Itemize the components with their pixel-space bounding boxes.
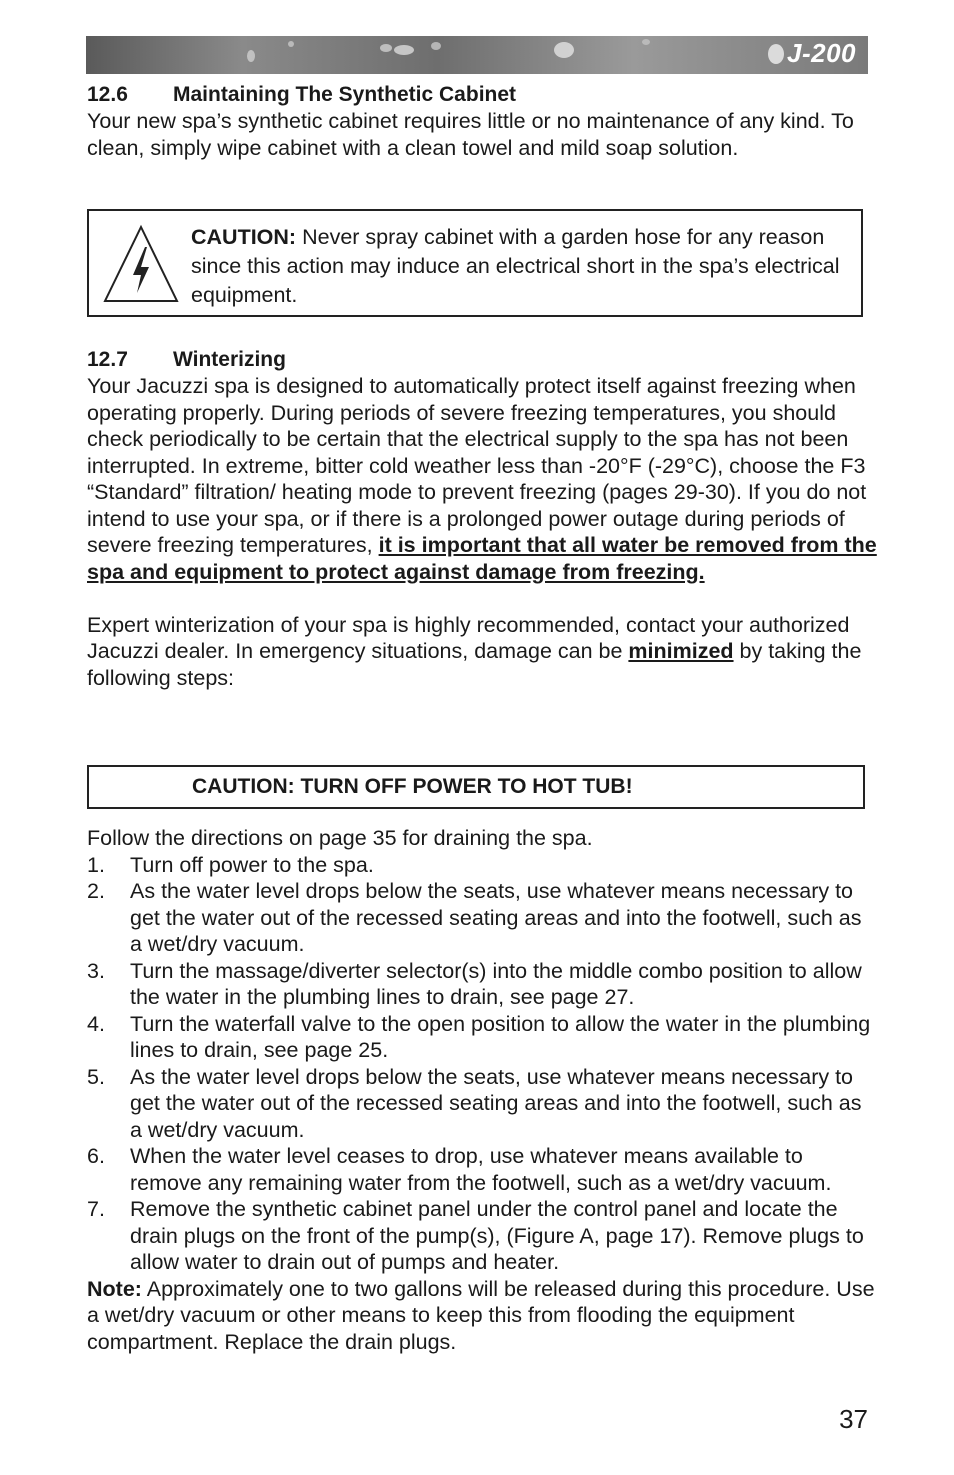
section-12-7 bbox=[87, 347, 877, 691]
header-banner bbox=[86, 36, 868, 74]
section-number: 12.6 bbox=[87, 83, 128, 106]
expert-text-end: by taking the following steps: bbox=[87, 639, 862, 690]
section-title: Maintaining The Synthetic Cabinet bbox=[173, 83, 517, 106]
expert-emphasis: minimized bbox=[628, 639, 734, 663]
steps-intro: Follow the directions on page 35 for draining the spa. bbox=[87, 826, 593, 850]
step-number: 2. bbox=[87, 879, 105, 903]
step-text: Turn the massage/diverter selector(s) into the middle combo position to allow the water in the plumbing lines to drain, see page 27. bbox=[130, 958, 862, 1009]
section-heading-12-6 bbox=[87, 82, 877, 108]
steps-list bbox=[87, 852, 877, 1276]
step-number: 5. bbox=[87, 1064, 105, 1089]
list-item bbox=[87, 878, 877, 958]
caution-message: Never spray cabinet with a garden hose for any reason since this action may induce an electrical short in the spa’s electrical equipment. bbox=[191, 225, 840, 307]
caution-text bbox=[191, 223, 851, 310]
step-text: Turn the waterfall valve to the open position to allow the water in the plumbing lines to drain, see page 25. bbox=[130, 1011, 871, 1062]
expert-text: Expert winterization of your spa is highly recommended, contact your authorized Jacuzzi dealer. In emergency situations, damage can be bbox=[87, 612, 850, 663]
winterizing-body bbox=[87, 373, 877, 585]
list-item bbox=[87, 852, 877, 879]
winterizing-text: Your Jacuzzi spa is designed to automatically protect itself against freezing when operating properly. During periods of severe freezing temperatures, you should check periodically to be certain that the electrical supply to the spa has not been interrupted. In extreme, bitter cold weather less than -20°F (-29°C), choose the F3 “Standard” filtration/ heating mode to prevent freezing (pages 29-30). If you do not intend to use your spa, or if there is a prolonged power outage during periods of severe freezing temperatures, bbox=[87, 374, 867, 557]
section-heading-12-7 bbox=[87, 347, 877, 373]
note-paragraph bbox=[87, 1276, 877, 1356]
step-text: When the water level ceases to drop, use whatever means available to remove any remaining water from the footwell, such as a wet/dry vacuum. bbox=[130, 1144, 832, 1195]
section-title: Winterizing bbox=[173, 348, 286, 371]
caution-box-electrical bbox=[87, 209, 863, 317]
expert-paragraph bbox=[87, 612, 877, 692]
list-item bbox=[87, 1011, 877, 1064]
caution-box-power bbox=[87, 765, 865, 809]
step-text: Turn off power to the spa. bbox=[130, 852, 374, 877]
note-label: Note: bbox=[87, 1276, 142, 1301]
winterizing-emphasis: it is important that all water be removed from the spa and equipment to protect against damage from freezing. bbox=[87, 533, 877, 584]
step-text: Remove the synthetic cabinet panel under the control panel and locate the drain plugs on the front of the pump(s), (Figure A, page 17). Remove plugs to allow water to drain out of pumps and heater. bbox=[130, 1197, 864, 1274]
step-text: As the water level drops below the seats, use whatever means necessary to get the water out of the recessed seating areas and into the footwell, such as a wet/dry vacuum. bbox=[130, 1064, 862, 1142]
list-item bbox=[87, 1143, 877, 1196]
section-12-6 bbox=[87, 82, 877, 161]
lightning-warning-icon bbox=[101, 223, 181, 305]
water-droplets-decoration bbox=[86, 36, 868, 74]
steps-section bbox=[87, 825, 877, 1355]
step-text: As the water level drops below the seats, use whatever means necessary to get the water out of the recessed seating areas and into the footwell, such as a wet/dry vacuum. bbox=[130, 879, 862, 956]
section-body: Your new spa’s synthetic cabinet requires little or no maintenance of any kind. To clean, simply wipe cabinet with a clean towel and mild soap solution. bbox=[87, 109, 854, 160]
section-number: 12.7 bbox=[87, 348, 128, 371]
caution-power-text: CAUTION: TURN OFF POWER TO HOT TUB! bbox=[192, 775, 633, 798]
list-item bbox=[87, 1196, 877, 1276]
model-label: J-200 bbox=[787, 38, 856, 68]
step-number: 3. bbox=[87, 958, 105, 983]
page-number: 37 bbox=[839, 1404, 868, 1434]
step-number: 7. bbox=[87, 1197, 105, 1221]
step-number: 1. bbox=[87, 852, 105, 877]
list-item bbox=[87, 1064, 877, 1144]
step-number: 4. bbox=[87, 1011, 105, 1036]
caution-label: CAUTION: bbox=[191, 225, 297, 249]
step-number: 6. bbox=[87, 1144, 105, 1168]
list-item bbox=[87, 958, 877, 1011]
note-text: Approximately one to two gallons will be released during this procedure. Use a wet/dry vacuum or other means to keep this from flooding the equipment compartment. Replace the drain plugs. bbox=[87, 1276, 875, 1354]
